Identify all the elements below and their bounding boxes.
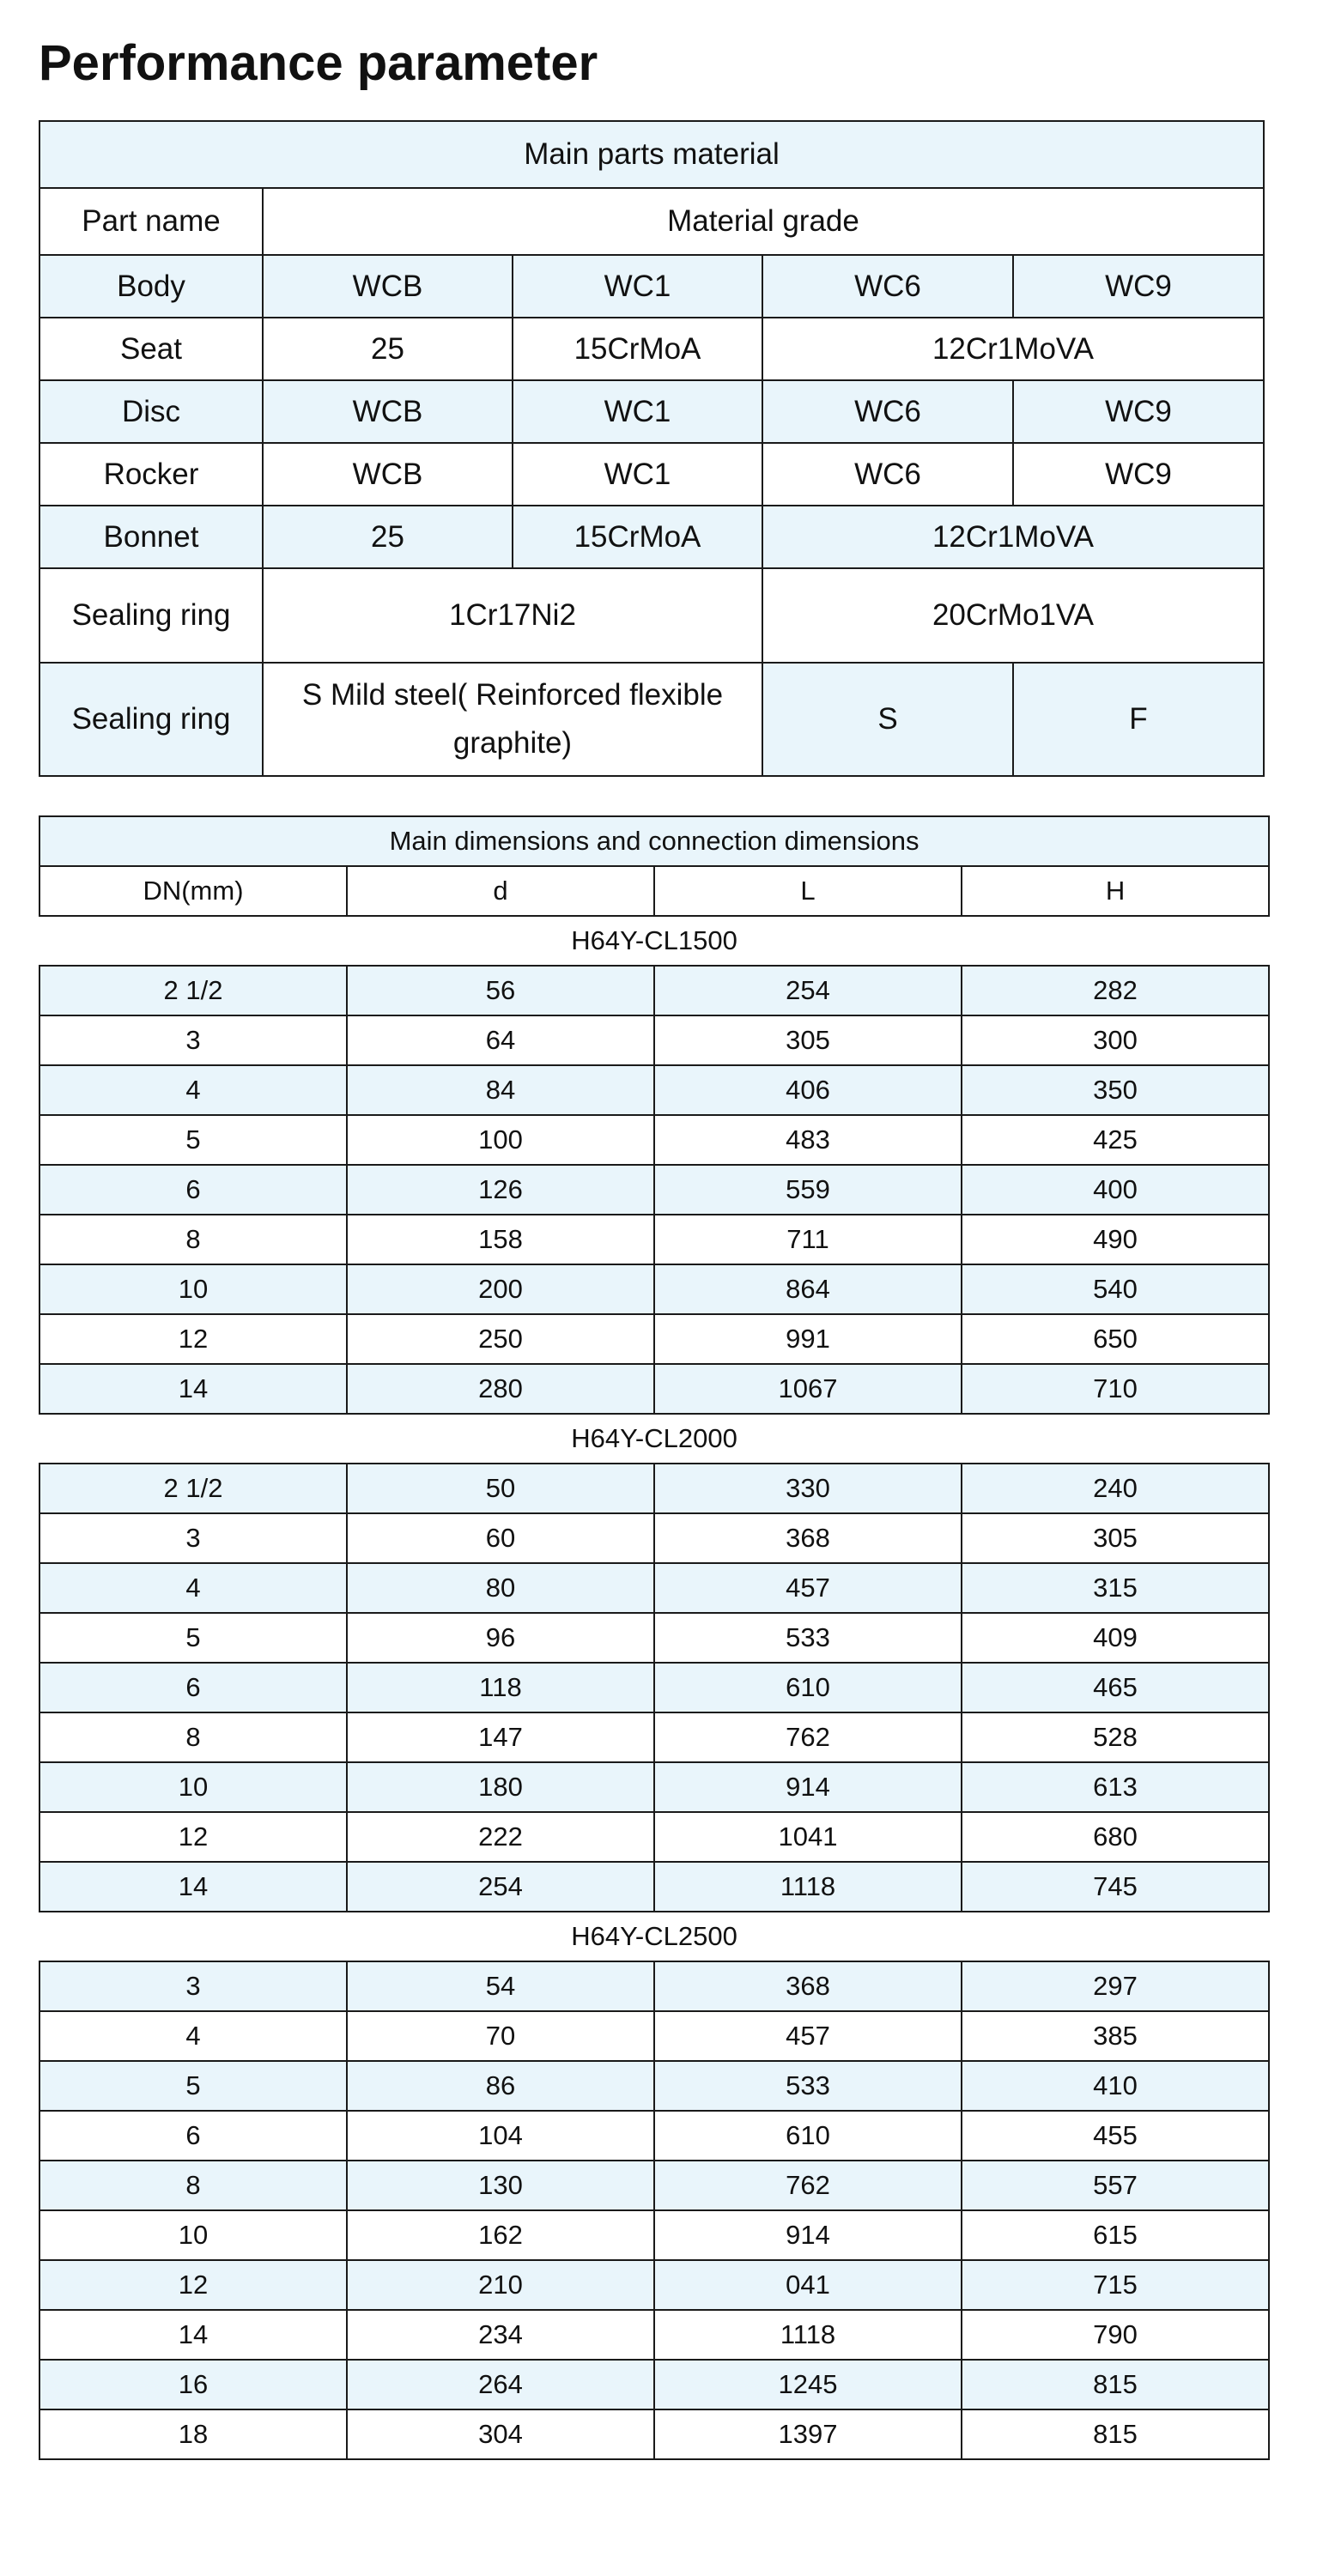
table-cell: 385	[962, 2011, 1269, 2061]
material-cell: WC6	[762, 255, 1013, 318]
table-cell: 12	[39, 2260, 347, 2310]
table-row	[39, 1862, 1269, 1912]
group-header-row	[39, 916, 1269, 966]
table-cell: 80	[347, 1563, 654, 1613]
table-cell: 1397	[654, 2409, 962, 2459]
group-name: H64Y-CL1500	[39, 916, 1269, 966]
table-cell: 5	[39, 2061, 347, 2111]
material-cell: 15CrMoA	[513, 318, 762, 380]
material-cell: 1Cr17Ni2	[263, 568, 762, 663]
table-cell: 528	[962, 1712, 1269, 1762]
table-row	[39, 1165, 1269, 1215]
table-cell: 130	[347, 2161, 654, 2210]
material-cell: WC1	[513, 255, 762, 318]
table-cell: 1245	[654, 2360, 962, 2409]
table-row	[39, 1812, 1269, 1862]
table-cell: 2 1/2	[39, 966, 347, 1015]
table-cell: 305	[654, 1015, 962, 1065]
table-cell: 14	[39, 2310, 347, 2360]
column-header: H	[962, 866, 1269, 916]
table-row	[39, 2409, 1269, 2459]
table-row	[39, 1762, 1269, 1812]
table-cell: 304	[347, 2409, 654, 2459]
table-cell: 4	[39, 2011, 347, 2061]
table-cell: 14	[39, 1862, 347, 1912]
page-title: Performance parameter	[39, 35, 598, 91]
table-cell: 815	[962, 2409, 1269, 2459]
materials-header-row	[39, 188, 1264, 255]
table-cell: 610	[654, 2111, 962, 2161]
part-name-header: Part name	[39, 188, 263, 255]
table-cell: 465	[962, 1663, 1269, 1712]
table-cell: 16	[39, 2360, 347, 2409]
table-row	[39, 1712, 1269, 1762]
material-cell: WC9	[1013, 443, 1264, 506]
table-cell: 2 1/2	[39, 1464, 347, 1513]
materials-caption-row	[39, 121, 1264, 188]
table-cell: 762	[654, 1712, 962, 1762]
material-row-body	[39, 255, 1264, 318]
column-header: DN(mm)	[39, 866, 347, 916]
table-row	[39, 1215, 1269, 1264]
table-cell: 1118	[654, 1862, 962, 1912]
table-cell: 409	[962, 1613, 1269, 1663]
table-cell: 5	[39, 1613, 347, 1663]
table-row	[39, 1513, 1269, 1563]
table-cell: 557	[962, 2161, 1269, 2210]
table-cell: 457	[654, 2011, 962, 2061]
material-cell: 12Cr1MoVA	[762, 318, 1264, 380]
material-row-sealing-ring-2	[39, 663, 1264, 776]
table-cell: 8	[39, 1712, 347, 1762]
row-label: Seat	[39, 318, 263, 380]
table-cell: 305	[962, 1513, 1269, 1563]
row-label: Bonnet	[39, 506, 263, 568]
table-cell: 158	[347, 1215, 654, 1264]
table-cell: 1118	[654, 2310, 962, 2360]
table-cell: 50	[347, 1464, 654, 1513]
table-cell: 330	[654, 1464, 962, 1513]
table-cell: 540	[962, 1264, 1269, 1314]
table-cell: 104	[347, 2111, 654, 2161]
table-row	[39, 1264, 1269, 1314]
material-cell: WC1	[513, 443, 762, 506]
material-cell: WCB	[263, 255, 513, 318]
dimensions-caption: Main dimensions and connection dimensions	[39, 816, 1269, 866]
table-cell: 282	[962, 966, 1269, 1015]
table-cell: 162	[347, 2210, 654, 2260]
table-cell: 406	[654, 1065, 962, 1115]
table-cell: 455	[962, 2111, 1269, 2161]
table-cell: 147	[347, 1712, 654, 1762]
table-cell: 914	[654, 1762, 962, 1812]
column-header: L	[654, 866, 962, 916]
table-cell: 240	[962, 1464, 1269, 1513]
table-cell: 559	[654, 1165, 962, 1215]
table-cell: 914	[654, 2210, 962, 2260]
table-cell: 483	[654, 1115, 962, 1165]
table-row	[39, 1563, 1269, 1613]
table-cell: 3	[39, 1513, 347, 1563]
material-cell: WC6	[762, 443, 1013, 506]
material-row-seat	[39, 318, 1264, 380]
material-cell: 20CrMo1VA	[762, 568, 1264, 663]
table-cell: 180	[347, 1762, 654, 1812]
table-cell: 10	[39, 1762, 347, 1812]
material-cell: WC9	[1013, 255, 1264, 318]
table-row	[39, 2011, 1269, 2061]
table-row	[39, 2310, 1269, 2360]
table-row	[39, 1464, 1269, 1513]
material-cell: 25	[263, 506, 513, 568]
table-row	[39, 1015, 1269, 1065]
table-row	[39, 2360, 1269, 2409]
table-cell: 710	[962, 1364, 1269, 1414]
table-cell: 368	[654, 1961, 962, 2011]
dimensions-caption-row	[39, 816, 1269, 866]
row-label: Sealing ring	[39, 663, 263, 776]
material-cell: F	[1013, 663, 1264, 776]
table-cell: 715	[962, 2260, 1269, 2310]
material-row-sealing-ring	[39, 568, 1264, 663]
material-cell: WC1	[513, 380, 762, 443]
table-cell: 6	[39, 1663, 347, 1712]
material-cell: S	[762, 663, 1013, 776]
table-cell: 280	[347, 1364, 654, 1414]
table-cell: 350	[962, 1065, 1269, 1115]
table-cell: 613	[962, 1762, 1269, 1812]
table-cell: 680	[962, 1812, 1269, 1862]
table-cell: 610	[654, 1663, 962, 1712]
table-cell: 300	[962, 1015, 1269, 1065]
table-cell: 250	[347, 1314, 654, 1364]
table-cell: 100	[347, 1115, 654, 1165]
table-row	[39, 2210, 1269, 2260]
table-cell: 14	[39, 1364, 347, 1414]
row-label: Sealing ring	[39, 568, 263, 663]
table-cell: 815	[962, 2360, 1269, 2409]
table-cell: 745	[962, 1862, 1269, 1912]
table-row	[39, 1364, 1269, 1414]
table-cell: 6	[39, 2111, 347, 2161]
table-cell: 8	[39, 2161, 347, 2210]
column-header: d	[347, 866, 654, 916]
table-row	[39, 966, 1269, 1015]
material-grade-header: Material grade	[263, 188, 1264, 255]
table-cell: 254	[347, 1862, 654, 1912]
table-row	[39, 2161, 1269, 2210]
row-label: Body	[39, 255, 263, 318]
table-cell: 64	[347, 1015, 654, 1065]
table-row	[39, 2260, 1269, 2310]
table-cell: 126	[347, 1165, 654, 1215]
table-cell: 254	[654, 966, 962, 1015]
table-cell: 54	[347, 1961, 654, 2011]
material-row-bonnet	[39, 506, 1264, 568]
table-cell: 234	[347, 2310, 654, 2360]
group-header-row	[39, 1414, 1269, 1464]
table-cell: 8	[39, 1215, 347, 1264]
table-row	[39, 1613, 1269, 1663]
table-cell: 56	[347, 966, 654, 1015]
material-cell: WCB	[263, 443, 513, 506]
table-cell: 4	[39, 1563, 347, 1613]
table-row	[39, 1065, 1269, 1115]
row-label: Disc	[39, 380, 263, 443]
table-cell: 118	[347, 1663, 654, 1712]
row-label: Rocker	[39, 443, 263, 506]
table-cell: 12	[39, 1314, 347, 1364]
table-cell: 400	[962, 1165, 1269, 1215]
table-cell: 1067	[654, 1364, 962, 1414]
material-cell: WC6	[762, 380, 1013, 443]
material-cell: S Mild steel( Reinforced flexible graphite)	[263, 663, 762, 776]
material-cell: 15CrMoA	[513, 506, 762, 568]
table-cell: 86	[347, 2061, 654, 2111]
materials-caption: Main parts material	[39, 121, 1264, 188]
table-cell: 4	[39, 1065, 347, 1115]
table-cell: 60	[347, 1513, 654, 1563]
table-row	[39, 2061, 1269, 2111]
material-row-rocker	[39, 443, 1264, 506]
table-cell: 3	[39, 1961, 347, 2011]
table-cell: 368	[654, 1513, 962, 1563]
table-cell: 650	[962, 1314, 1269, 1364]
dimensions-header-row	[39, 866, 1269, 916]
table-cell: 210	[347, 2260, 654, 2310]
group-header-row	[39, 1912, 1269, 1961]
table-cell: 96	[347, 1613, 654, 1663]
table-cell: 711	[654, 1215, 962, 1264]
table-cell: 200	[347, 1264, 654, 1314]
table-cell: 264	[347, 2360, 654, 2409]
table-cell: 864	[654, 1264, 962, 1314]
table-cell: 84	[347, 1065, 654, 1115]
table-cell: 762	[654, 2161, 962, 2210]
table-cell: 041	[654, 2260, 962, 2310]
table-cell: 615	[962, 2210, 1269, 2260]
table-row	[39, 1663, 1269, 1712]
material-cell: 25	[263, 318, 513, 380]
table-cell: 315	[962, 1563, 1269, 1613]
table-row	[39, 1115, 1269, 1165]
table-cell: 12	[39, 1812, 347, 1862]
table-row	[39, 2111, 1269, 2161]
table-cell: 991	[654, 1314, 962, 1364]
table-cell: 6	[39, 1165, 347, 1215]
material-row-disc	[39, 380, 1264, 443]
table-cell: 533	[654, 2061, 962, 2111]
table-cell: 533	[654, 1613, 962, 1663]
dimensions-table	[39, 815, 1270, 2460]
table-cell: 70	[347, 2011, 654, 2061]
table-cell: 3	[39, 1015, 347, 1065]
material-cell: 12Cr1MoVA	[762, 506, 1264, 568]
table-cell: 425	[962, 1115, 1269, 1165]
materials-table	[39, 120, 1265, 777]
table-cell: 5	[39, 1115, 347, 1165]
group-name: H64Y-CL2500	[39, 1912, 1269, 1961]
table-cell: 297	[962, 1961, 1269, 2011]
table-cell: 10	[39, 1264, 347, 1314]
material-cell: WCB	[263, 380, 513, 443]
group-name: H64Y-CL2000	[39, 1414, 1269, 1464]
material-cell: WC9	[1013, 380, 1264, 443]
table-cell: 410	[962, 2061, 1269, 2111]
table-cell: 18	[39, 2409, 347, 2459]
table-cell: 490	[962, 1215, 1269, 1264]
table-row	[39, 1314, 1269, 1364]
table-cell: 10	[39, 2210, 347, 2260]
table-cell: 457	[654, 1563, 962, 1613]
table-cell: 222	[347, 1812, 654, 1862]
table-cell: 790	[962, 2310, 1269, 2360]
table-cell: 1041	[654, 1812, 962, 1862]
table-row	[39, 1961, 1269, 2011]
